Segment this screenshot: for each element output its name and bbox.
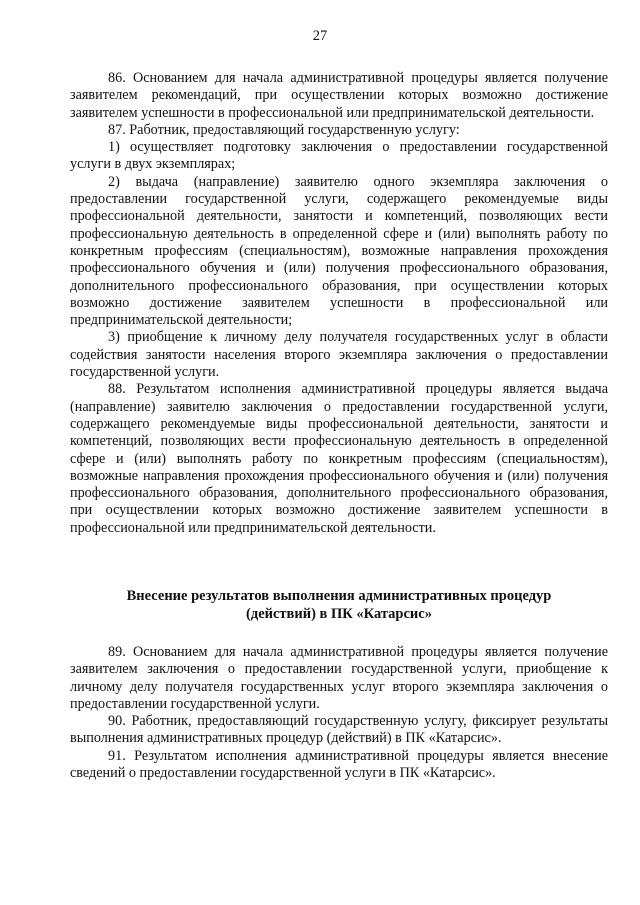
paragraph-89: 89. Основанием для начала административной процедуры является получение заявителем заключения о предоставлении государственной услуги, приобщение к личному делу получателя государственных услуг второго экземпляра заключения о предоставлении государственной услуги. [70,644,608,712]
paragraph-86: 86. Основанием для начала административной процедуры является получение заявителем рекомендаций, при осуществлении которых возможно достижение заявителем успешности в профессиональной или предпринимательской деятельности. [70,70,608,121]
paragraph-91: 91. Результатом исполнения административной процедуры является внесение сведений о предоставлении государственной услуги в ПК «Катарсис». [70,747,608,782]
section-heading [70,587,608,623]
section-heading-line-1: Внесение результатов выполнения административных процедур [126,588,552,604]
page-number: 27 [312,28,328,44]
paragraph-87-item-3: 3) приобщение к личному делу получателя государственных услуг в области содействия занятости населения второго экземпляра заключения о предоставлении государственной услуги. [70,329,608,381]
paragraph-87: 87. Работник, предоставляющий государственную услугу: [108,121,460,138]
section-heading-line-2: (действий) в ПК «Катарсис» [246,606,432,622]
paragraph-87-item-2: 2) выдача (направление) заявителю одного экземпляра заключения о предоставлении государственной услуги, содержащего рекомендуемые виды профессиональной деятельности, занятости и компетенций, позволяющих вести профессиональную деятельность в определенной сфере и (или) выполнять работу по конкретным профессиям (специальностям), возможные направления прохождения профессионального обучения и (или) получения профессионального образования, дополнительного профессионального образования, при осуществлении которых возможно достижение заявителем успешности в профессиональной или предпринимательской деятельности; [70,173,608,329]
section-after-heading [70,644,608,782]
paragraph-90: 90. Работник, предоставляющий государственную услугу, фиксирует результаты выполнения административных процедур (действий) в ПК «Катарсис». [70,713,608,747]
paragraph-87-item-1: 1) осуществляет подготовку заключения о предоставлении государственной услуги в двух экземплярах; [70,139,608,173]
paragraph-88: 88. Результатом исполнения административной процедуры является выдача (направление) заявителю заключения о предоставлении государственной услуги, содержащего рекомендуемые виды профессиональной деятельности, занятости и компетенций, позволяющих вести профессиональную деятельность в определенной сфере и (или) выполнять работу по конкретным профессиям (специальностям), возможные направления прохождения профессионального обучения и (или) получения профессионального образования, дополнительного профессионального образования, при осуществлении которых возможно достижение заявителем успешности в профессиональной или предпринимательской деятельности. [70,381,608,536]
section-before-heading [70,70,608,537]
